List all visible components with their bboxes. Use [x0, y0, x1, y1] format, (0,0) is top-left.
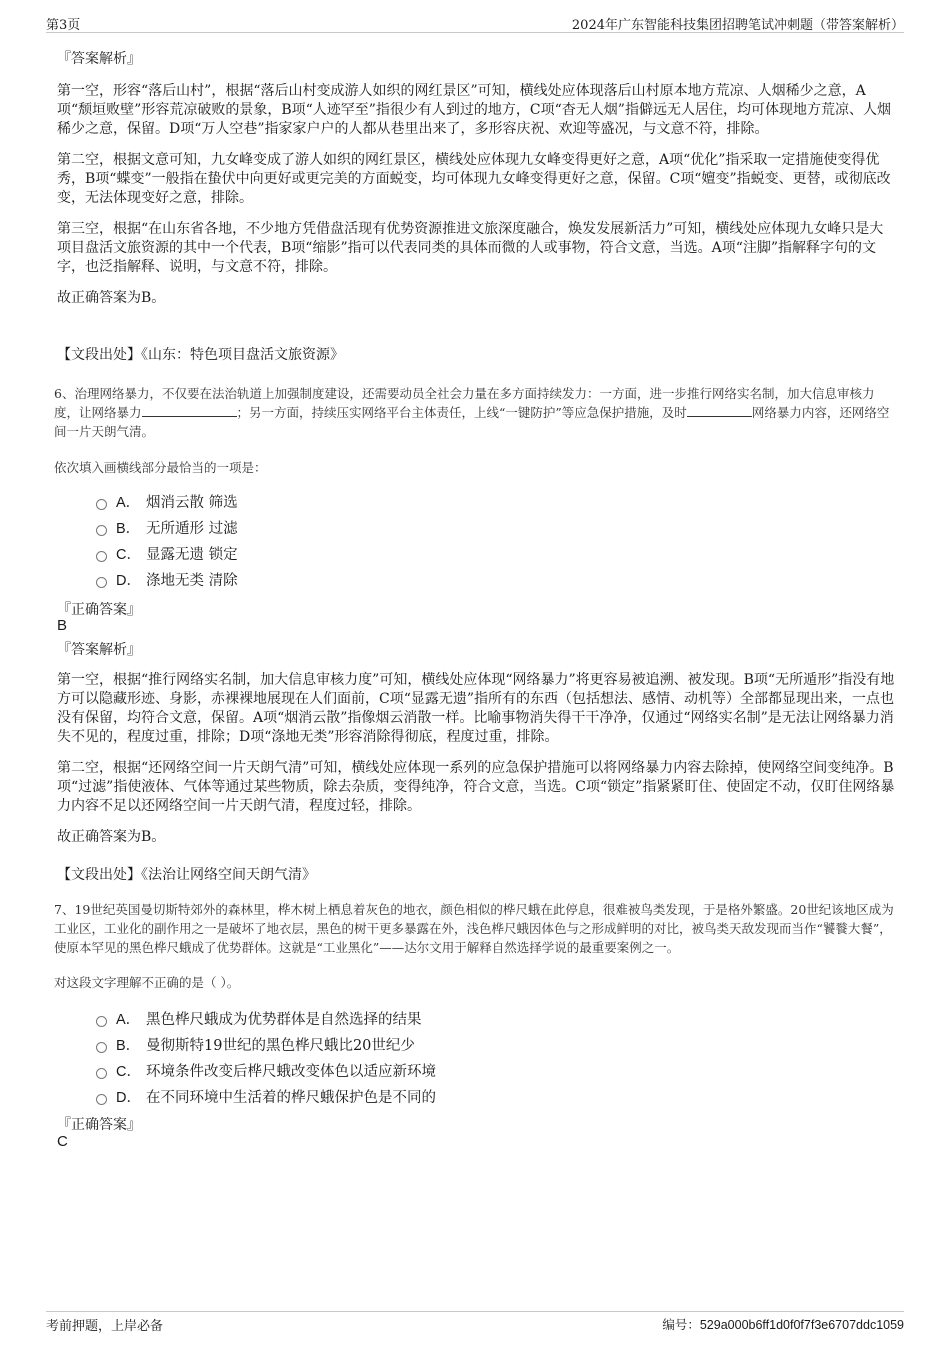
radio-icon[interactable] — [96, 1016, 107, 1027]
option-d[interactable]: D． 涤地无类 清除 — [96, 569, 238, 589]
option-d[interactable]: D． 在不同环境中生活着的桦尺蛾保护色是不同的 — [96, 1086, 436, 1106]
fill-blank — [142, 404, 237, 417]
analysis-conclusion: 故正确答案为B。 — [57, 290, 166, 306]
option-b[interactable]: B． 无所遁形 过滤 — [96, 517, 238, 537]
document-id: 编号：529a000b6ff1d0f0f7f3e6707ddc1059 — [662, 1318, 904, 1332]
analysis-paragraph: 第三空，根据“在山东省各地，不少地方凭借盘活现有优势资源推进文旅深度融合，焕发发展新活力”可知，横线处应体现九女峰只是大项目盘活文旅资源的其中一个代表，B项“缩影”指可以代表同类的具体而微的人或事物，符合文意，当选。A项“注脚”指解释字句的文字，也泛指解释、说明，与文意不符，排除。 — [57, 221, 884, 275]
question-7-stem: 7、19世纪英国曼切斯特郊外的森林里，桦木树上栖息着灰色的地衣，颜色相似的桦尺蛾在此停息，很难被鸟类发现，于是格外繁盛。20世纪该地区成为工业区，工业化的副作用之一是破坏了地衣层，黑色的树干更多暴露在外，浅色桦尺蛾因体色与之形成鲜明的对比，被鸟类天敌发现而当作“饕餮大餐”，使原本罕见的黑色桦尺蛾成了优势群体。这就是“工业黑化”——达尔文用于解释自然选择学说的最重要案例之一。 — [54, 902, 894, 955]
option-c[interactable]: C． 显露无遗 锁定 — [96, 543, 238, 563]
page-footer — [46, 1311, 904, 1338]
source-citation: 【文段出处】《法治让网络空间天朗气清》 — [57, 867, 316, 883]
analysis-block-q5 — [57, 82, 895, 320]
correct-answer-label: 『正确答案』 — [57, 1117, 141, 1133]
analysis-block-q6 — [57, 671, 895, 859]
radio-icon[interactable] — [96, 551, 107, 562]
radio-icon[interactable] — [96, 525, 107, 536]
correct-answer-label: 『正确答案』 — [57, 602, 141, 618]
option-b[interactable]: B． 曼彻斯特19世纪的黑色桦尺蛾比20世纪少 — [96, 1034, 415, 1054]
page-number: 第3页 — [46, 18, 81, 33]
page-header — [46, 10, 904, 33]
option-c[interactable]: C． 环境条件改变后桦尺蛾改变体色以适应新环境 — [96, 1060, 436, 1080]
analysis-conclusion: 故正确答案为B。 — [57, 829, 166, 845]
analysis-label: 『答案解析』 — [57, 642, 141, 658]
correct-answer: B — [57, 617, 68, 634]
radio-icon[interactable] — [96, 1042, 107, 1053]
document-title: 2024年广东智能科技集团招聘笔试冲刺题（带答案解析） — [571, 18, 904, 33]
option-a[interactable]: A． 烟消云散 筛选 — [96, 491, 238, 511]
radio-icon[interactable] — [96, 1094, 107, 1105]
question-6-prompt: 依次填入画横线部分最恰当的一项是： — [54, 460, 267, 475]
correct-answer: C — [57, 1133, 68, 1150]
analysis-paragraph: 第一空，根据“推行网络实名制，加大信息审核力度”可知，横线处应体现“网络暴力”将更容易被追溯、被发现。B项“无所遁形”指没有地方可以隐藏形迹、身影，赤裸裸地展现在人们面前，C项“显露无遗”指所有的东西（包括想法、感情、动机等）全部都显现出来，一点也没有保留，均符合文意，保留。A项“烟消云散”指像烟云消散一样。比喻事物消失得干干净净，仅通过“网络实名制”是无法让网络暴力消失不见的，程度过重，排除；D项“涤地无类”形容消除得彻底，程度过重，排除。 — [57, 672, 895, 745]
analysis-paragraph: 第二空，根据“还网络空间一片天朗气清”可知，横线处应体现一系列的应急保护措施可以将网络暴力内容去除掉，使网络空间变纯净。B项“过滤”指使液体、气体等通过某些物质，除去杂质，变得纯净，符合文意，当选。C项“锁定”指紧紧盯住、使固定不动，仅盯住网络暴力内容不足以还网络空间一片天朗气清，程度过轻，排除。 — [57, 760, 895, 814]
option-a[interactable]: A． 黑色桦尺蛾成为优势群体是自然选择的结果 — [96, 1008, 422, 1028]
radio-icon[interactable] — [96, 577, 107, 588]
radio-icon[interactable] — [96, 1068, 107, 1079]
question-7-prompt: 对这段文字理解不正确的是（ ）。 — [54, 975, 240, 990]
question-6-stem: 6、治理网络暴力，不仅要在法治轨道上加强制度建设，还需要动员全社会力量在多方面持续发力：一方面，进一步推行网络实名制，加大信息审核力度，让网络暴力 ；另一方面，持续压实网络平台主体责任，上线“一键防护”等应急保护措施，及时 网络暴力内容，还网络空间一片天朗气清。 — [54, 386, 890, 439]
analysis-paragraph: 第一空，形容“落后山村”，根据“落后山村变成游人如织的网红景区”可知，横线处应体现落后山村原本地方荒凉、人烟稀少之意，A项“颓垣败壁”形容荒凉破败的景象，B项“人迹罕至”指很少有人到过的地方，C项“杳无人烟”指僻远无人居住，均可体现地方荒凉、人烟稀少之意，保留。D项“万人空巷”指家家户户的人都从巷里出来了，多形容庆祝、欢迎等盛况，与文意不符，排除。 — [57, 83, 891, 137]
footer-slogan: 考前押题，上岸必备 — [46, 1319, 164, 1334]
source-citation: 【文段出处】《山东：特色项目盘活文旅资源》 — [57, 347, 344, 363]
radio-icon[interactable] — [96, 499, 107, 510]
analysis-label: 『答案解析』 — [57, 51, 141, 67]
analysis-paragraph: 第二空，根据文意可知，九女峰变成了游人如织的网红景区，横线处应体现九女峰变得更好之意，A项“优化”指采取一定措施使变得优秀，B项“蝶变”一般指在蛰伏中向更好或更完美的方面蜕变，均可体现九女峰变得更好之意，保留。C项“嬗变”指蜕变、更替，或彻底改变，无法体现变好之意，排除。 — [57, 152, 891, 206]
fill-blank — [687, 404, 752, 417]
